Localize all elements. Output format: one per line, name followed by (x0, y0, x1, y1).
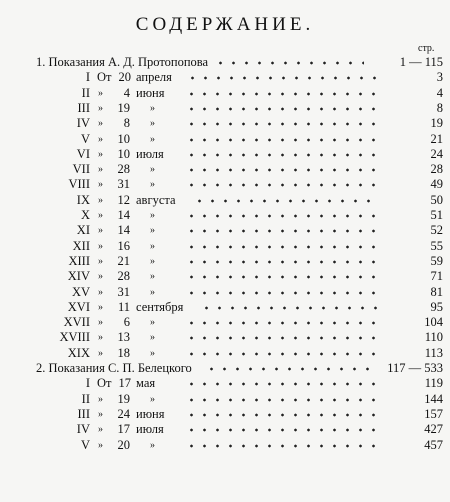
entry-page: 104 (424, 315, 443, 330)
dot-leader (185, 229, 378, 233)
toc-entry (0, 116, 450, 131)
date-prefix: » (98, 194, 103, 206)
dot-leader (185, 428, 378, 432)
entry-month: » (150, 439, 155, 451)
entry-page: 81 (430, 284, 443, 299)
entry-day: 10 (117, 131, 130, 146)
entry-month: » (150, 102, 155, 114)
entry-day: 31 (117, 284, 130, 299)
dot-leader (185, 92, 378, 96)
entry-page: 28 (430, 162, 443, 177)
entry-day: 6 (123, 315, 130, 330)
entry-day: 17 (118, 376, 131, 391)
entry-number: XIX (67, 345, 90, 360)
entry-number: VIII (68, 177, 90, 192)
entry-page: 4 (436, 85, 443, 100)
entry-page: 157 (424, 406, 443, 421)
entry-number: XV (71, 284, 90, 299)
dot-leader (185, 260, 378, 264)
date-prefix: От (97, 376, 112, 391)
toc-entry (0, 193, 450, 208)
entry-page: 3 (436, 70, 443, 85)
entry-month: » (150, 133, 155, 145)
dot-leader (185, 321, 378, 325)
entry-page: 24 (430, 146, 443, 161)
entry-page: 427 (424, 422, 443, 437)
entry-month: июля (136, 422, 164, 437)
toc-entry (0, 132, 450, 147)
entry-number: I (85, 70, 90, 85)
dot-leader (185, 153, 378, 157)
entry-day: 10 (117, 146, 130, 161)
toc-entry (0, 162, 450, 177)
dot-leader (185, 245, 378, 249)
entry-page: 457 (424, 437, 443, 452)
dot-leader (185, 138, 378, 142)
section-heading-row (0, 55, 450, 70)
entry-number: IV (76, 422, 90, 437)
section-heading-row (0, 361, 450, 376)
entry-month: мая (136, 376, 156, 391)
toc-entry (0, 438, 450, 453)
entry-month: » (150, 225, 155, 237)
entry-day: 20 (118, 70, 131, 85)
date-prefix: » (98, 393, 103, 405)
dot-leader (214, 61, 364, 65)
dot-leader (185, 275, 378, 279)
entry-month: » (150, 255, 155, 267)
entry-number: XVI (67, 299, 90, 314)
section-pages: 1 — 115 (399, 55, 443, 69)
date-prefix: » (98, 133, 103, 145)
entry-number: XI (76, 223, 90, 238)
toc-entry (0, 147, 450, 162)
dot-leader (193, 199, 378, 203)
date-prefix: » (98, 317, 103, 329)
toc-entry (0, 330, 450, 345)
date-prefix: » (98, 87, 103, 99)
entry-number: XVII (63, 315, 90, 330)
entry-page: 144 (424, 391, 443, 406)
entry-page: 119 (424, 376, 443, 391)
toc-entry (0, 422, 450, 437)
toc-entry (0, 300, 450, 315)
entry-number: VI (76, 146, 90, 161)
toc-entry (0, 407, 450, 422)
entry-month: » (150, 317, 155, 329)
entry-page: 110 (424, 330, 443, 345)
entry-month: » (150, 347, 155, 359)
dot-leader (185, 398, 378, 402)
entry-number: II (81, 391, 90, 406)
entry-day: 13 (117, 330, 130, 345)
dot-leader (205, 367, 375, 371)
date-prefix: » (98, 118, 103, 130)
date-prefix: » (98, 102, 103, 114)
page-column-label: стр. (418, 43, 435, 54)
toc-entry (0, 346, 450, 361)
dot-leader (185, 336, 378, 340)
entry-page: 50 (430, 192, 443, 207)
entry-day: 24 (117, 406, 130, 421)
entry-number: V (80, 131, 90, 146)
date-prefix: » (98, 225, 103, 237)
entry-day: 8 (123, 116, 130, 131)
toc-entry (0, 315, 450, 330)
toc-entry (0, 285, 450, 300)
date-prefix: » (98, 164, 103, 176)
entry-day: 28 (117, 269, 130, 284)
entry-day: 21 (117, 253, 130, 268)
entry-number: XIII (68, 253, 90, 268)
entry-month: » (150, 240, 155, 252)
entry-page: 51 (430, 208, 443, 222)
entry-day: 19 (117, 391, 130, 406)
toc-entry (0, 101, 450, 116)
date-prefix: » (98, 301, 103, 313)
entry-number: IV (76, 116, 90, 131)
entry-number: III (77, 100, 90, 115)
entry-day: 16 (117, 238, 130, 253)
entry-number: II (81, 85, 90, 100)
entry-month: » (150, 118, 155, 130)
entry-number: X (80, 208, 90, 222)
entry-month: августа (136, 192, 176, 207)
dot-leader (185, 413, 378, 417)
section-pages: 117 — 533 (387, 361, 443, 375)
date-prefix: » (98, 347, 103, 359)
entry-page: 49 (430, 177, 443, 192)
toc-entry (0, 223, 450, 238)
date-prefix: » (98, 424, 103, 436)
entry-day: 19 (117, 100, 130, 115)
dot-leader (185, 352, 378, 356)
dot-leader (185, 382, 378, 386)
dot-leader (185, 183, 378, 187)
entry-day: 14 (117, 223, 130, 238)
date-prefix: » (98, 286, 103, 298)
entry-number: I (85, 376, 90, 391)
entry-number: XIV (67, 269, 90, 284)
entry-day: 17 (117, 422, 130, 437)
entry-day: 4 (123, 85, 130, 100)
date-prefix: » (98, 255, 103, 267)
entry-day: 31 (117, 177, 130, 192)
entry-month: » (150, 393, 155, 405)
entry-day: 18 (117, 345, 130, 360)
entry-month: » (150, 179, 155, 191)
entry-page: 19 (430, 116, 443, 131)
entry-month: сентября (136, 299, 184, 314)
entry-month: апреля (136, 70, 172, 85)
entry-page: 113 (424, 345, 443, 360)
dot-leader (185, 291, 378, 295)
date-prefix: » (98, 179, 103, 191)
dot-leader (185, 168, 378, 172)
toc-entry (0, 177, 450, 192)
toc-entry (0, 86, 450, 101)
date-prefix: » (98, 271, 103, 283)
entry-day: 11 (117, 299, 130, 314)
dot-leader (185, 214, 378, 218)
toc-entry (0, 269, 450, 284)
entry-month: » (150, 271, 155, 283)
toc-entry (0, 376, 450, 391)
entry-page: 71 (430, 269, 443, 284)
dot-leader (200, 306, 378, 310)
dot-leader (185, 107, 378, 111)
entry-month: » (150, 210, 155, 221)
dot-leader (186, 76, 378, 80)
entry-number: VII (72, 162, 90, 177)
entry-page: 21 (430, 131, 443, 146)
date-prefix: » (98, 240, 103, 252)
entry-day: 20 (117, 437, 130, 452)
entry-page: 52 (430, 223, 443, 238)
entry-page: 95 (430, 299, 443, 314)
entry-number: IX (76, 192, 90, 207)
entry-day: 28 (117, 162, 130, 177)
entry-day: 12 (117, 192, 130, 207)
dot-leader (185, 444, 378, 448)
entry-number: III (77, 406, 90, 421)
date-prefix: » (98, 210, 103, 221)
toc-entry (0, 239, 450, 254)
date-prefix: От (97, 70, 112, 85)
entry-month: » (150, 164, 155, 176)
entry-number: V (80, 437, 90, 452)
entry-month: июня (136, 85, 165, 100)
entry-day: 14 (117, 208, 130, 222)
entry-number: XII (72, 238, 90, 253)
section-heading: 1. Показания А. Д. Протопопова (36, 55, 209, 69)
date-prefix: » (98, 148, 103, 160)
entry-number: XVIII (59, 330, 90, 345)
toc-entry (0, 70, 450, 85)
entry-month: » (150, 332, 155, 344)
page-title: СОДЕРЖАНИЕ. (135, 14, 315, 35)
date-prefix: » (98, 408, 103, 420)
entry-month: июня (136, 406, 165, 421)
section-heading: 2. Показания С. П. Белецкого (36, 361, 192, 375)
date-prefix: » (98, 439, 103, 451)
entry-page: 55 (430, 238, 443, 253)
entry-page: 8 (436, 100, 443, 115)
toc-entry (0, 254, 450, 269)
entry-month: » (150, 286, 155, 298)
entry-month: июля (136, 146, 164, 161)
toc-entry (0, 208, 450, 223)
date-prefix: » (98, 332, 103, 344)
entry-page: 59 (430, 253, 443, 268)
dot-leader (185, 122, 378, 126)
toc-entry (0, 392, 450, 407)
